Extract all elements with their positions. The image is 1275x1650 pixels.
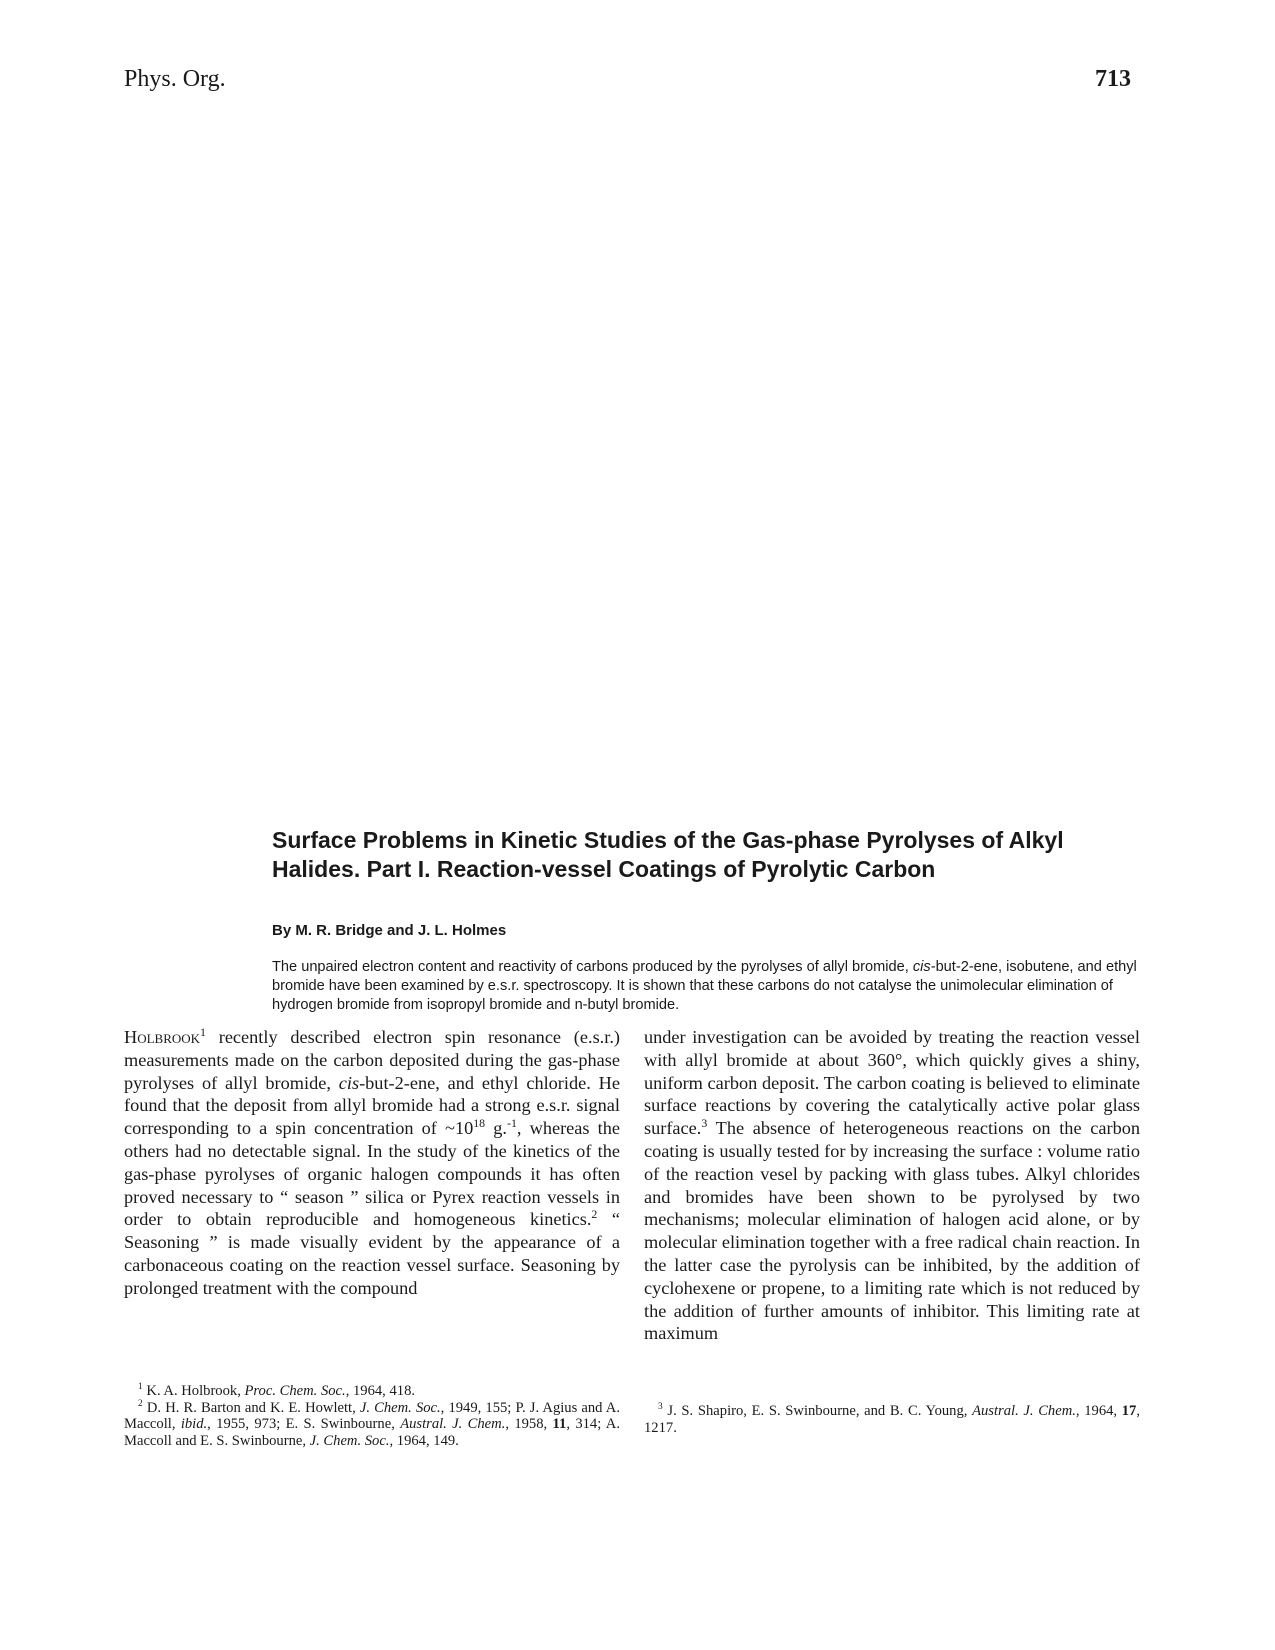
body-text: “ Seasoning ” is made visually evident by the appearance of a carbonaceous coating on the reaction vessel surface. Seasoning by prolonged treatment with the compound xyxy=(124,1209,620,1298)
footnote-journal: Proc. Chem. Soc. xyxy=(244,1383,346,1399)
body-cis: cis xyxy=(338,1072,360,1093)
footnote-journal: J. Chem. Soc. xyxy=(309,1432,390,1449)
body-paragraph-right xyxy=(644,1026,1140,1345)
ref-marker-3: 3 xyxy=(701,1116,708,1131)
footnote-number: 1 xyxy=(138,1382,143,1393)
footnote-number: 2 xyxy=(138,1398,143,1409)
footnote-journal: Austral. J. Chem. xyxy=(400,1416,506,1432)
body-text: g. xyxy=(485,1118,507,1139)
footnote-text: , 314; A. Maccoll and E. S. Swinbourne, xyxy=(124,1416,620,1449)
footnote-text: , 1949, 155; P. J. Agius and A. Maccoll, xyxy=(124,1399,620,1432)
body-paragraph-left xyxy=(124,1026,620,1300)
body-text: -but-2-ene, and ethyl chloride. He found that the deposit from allyl bromide had a strong e.s.r. signal corresponding to a spin concentration of ~10 xyxy=(124,1072,620,1139)
abstract-cis: cis xyxy=(912,959,931,975)
footnote-text: J. S. Shapiro, E. S. Swinbourne, and B. C. Young, xyxy=(662,1403,973,1419)
running-head: Phys. Org. xyxy=(124,66,226,92)
byline: By M. R. Bridge and J. L. Holmes xyxy=(272,922,507,939)
footnote-volume: 11 xyxy=(552,1416,567,1432)
footnote-2 xyxy=(124,1400,620,1450)
footnote-number: 3 xyxy=(658,1402,663,1413)
abstract xyxy=(272,958,1144,1015)
footnote-journal: Austral. J. Chem. xyxy=(972,1403,1076,1419)
footnotes-left xyxy=(124,1383,620,1449)
footnote-1 xyxy=(124,1383,620,1400)
exponent: 18 xyxy=(473,1116,486,1131)
footnote-3 xyxy=(644,1403,1140,1436)
footnote-text: , 1964, 418. xyxy=(345,1383,416,1399)
footnote-text: K. A. Holbrook, xyxy=(142,1383,245,1399)
page-number: 713 xyxy=(1095,66,1131,92)
exponent: -1 xyxy=(506,1116,517,1131)
abstract-text-cont: -but-2-ene, isobutene, and ethyl bromide have been examined by e.s.r. spectroscopy. It is shown that these carbons do not catalyse the unimolecular elimination of hydrogen bromide from isopropyl bromide and n-butyl bromide. xyxy=(272,959,1137,1013)
lead-author: Holbrook xyxy=(124,1027,201,1047)
body-column-right xyxy=(644,1026,1140,1345)
body-text: recently described electron spin resonance (e.s.r.) measurements made on the carbon deposited during the gas-phase pyrolyses of allyl bromide, xyxy=(124,1027,620,1093)
footnote-text: , 1964, 149. xyxy=(389,1432,459,1449)
body-text: under investigation can be avoided by treating the reaction vessel with allyl bromide at about 360°, which quickly gives a shiny, uniform carbon deposit. The carbon coating is believed to eliminate surface reactions by covering the catalytically active polar glass surface. xyxy=(644,1027,1140,1139)
footnote-journal: ibid. xyxy=(180,1416,208,1432)
footnote-text: , 1955, 973; E. S. Swinbourne, xyxy=(207,1416,401,1432)
footnote-volume: 17 xyxy=(1121,1403,1137,1419)
ref-marker-2: 2 xyxy=(591,1207,598,1222)
abstract-text: The unpaired electron content and reactivity of carbons produced by the pyrolyses of allyl bromide, xyxy=(272,959,913,975)
article-title: Surface Problems in Kinetic Studies of the Gas-phase Pyrolyses of Alkyl Halides. Part I. Reaction-vessel Coatings of Pyrolytic Carbon xyxy=(272,827,1064,882)
body-column-left xyxy=(124,1026,620,1300)
body-text: The absence of heterogeneous reactions on the carbon coating is usually tested for by increasing the surface : volume ratio of the reaction vesel by packing with glass tubes. Alkyl chlorides and bromides have been shown to be pyrolysed by two mechanisms; molecular elimination of halogen acid alone, or by molecular elimination together with a free radical chain reaction. In the latter case the pyrolysis can be inhibited, by the addition of cyclohexene or propene, to a limiting rate which is not reduced by the addition of further amounts of inhibitor. This limiting rate at maximum xyxy=(644,1118,1140,1344)
body-text: , whereas the others had no detectable signal. In the study of the kinetics of the gas-phase pyrolyses of organic halogen compounds it has often proved necessary to “ season ” silica or Pyrex reaction vessels in order to obtain reproducible and homogeneous kinetics. xyxy=(124,1118,620,1230)
footnote-journal: J. Chem. Soc. xyxy=(359,1399,441,1416)
footnote-text: D. H. R. Barton and K. E. Howlett, xyxy=(142,1399,360,1416)
footnote-text: , 1964, xyxy=(1075,1403,1122,1419)
ref-marker-1: 1 xyxy=(200,1024,206,1039)
footnotes-right xyxy=(644,1403,1140,1436)
footnote-text: , 1217. xyxy=(644,1403,1140,1436)
footnote-text: , 1958, xyxy=(505,1416,553,1432)
